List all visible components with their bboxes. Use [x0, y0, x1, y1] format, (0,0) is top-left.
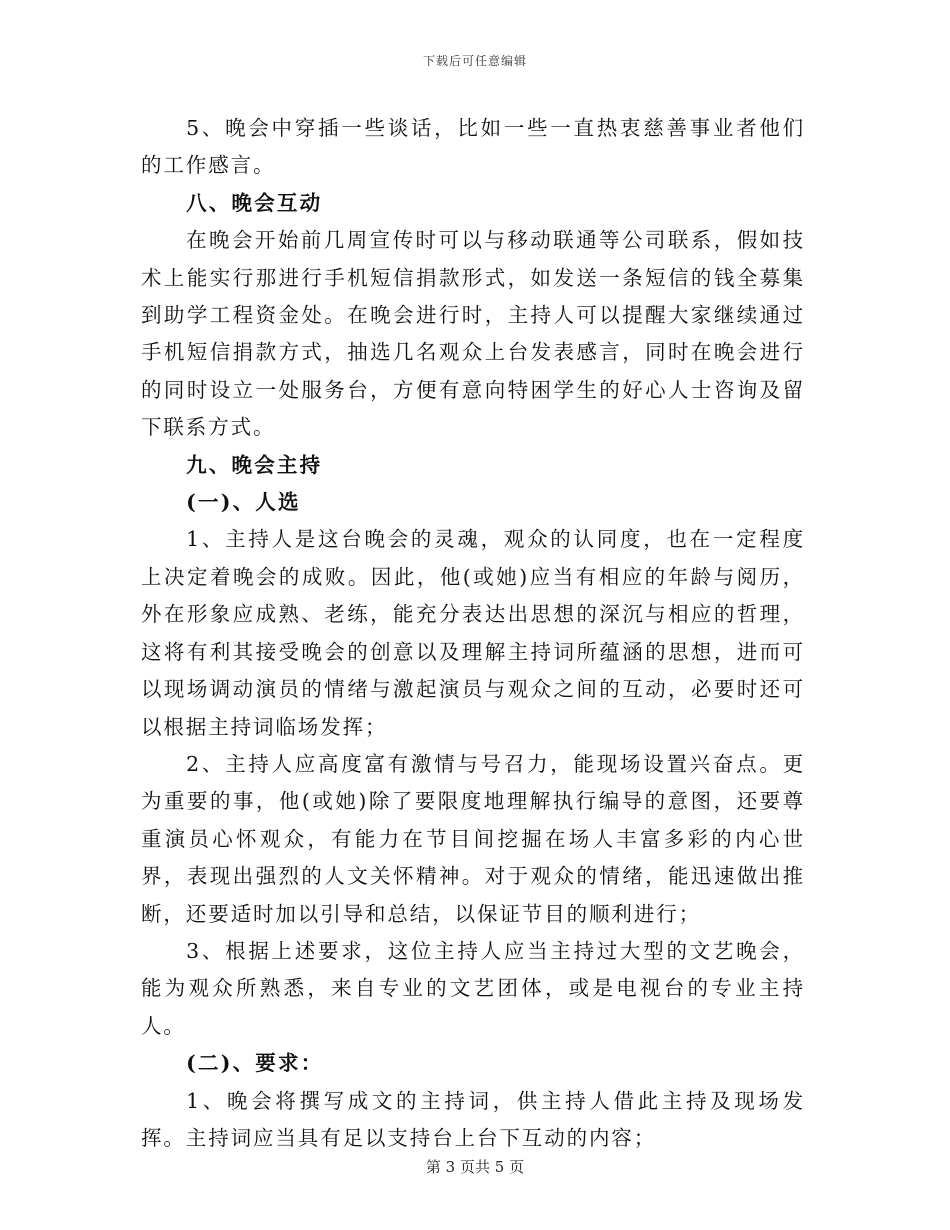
- body-paragraph: 5、晚会中穿插一些谈话，比如一些一直热衷慈善事业者他们的工作感言。: [141, 116, 805, 178]
- section-heading: 九、晚会主持: [186, 452, 323, 477]
- body-paragraph: 在晚会开始前几周宣传时可以与移动联通等公司联系，假如技术上能实行那进行手机短信捐款形式，如发送一条短信的钱全募集到助学工程资金处。在晚会进行时，主持人可以提醒大家继续通过手机短信捐款方式，抽选几名观众上台发表感言，同时在晚会进行的同时设立一处服务台，方便有意向特困学生的好心人士咨询及留下联系方式。: [141, 228, 805, 440]
- body-paragraph: 1、主持人是这台晚会的灵魂，观众的认同度，也在一定程度上决定着晚会的成败。因此，他(或她)应当有相应的年龄与阅历，外在形象应成熟、老练，能充分表达出思想的深沉与相应的哲理，这将有利其接受晚会的创意以及理解主持词所蕴涵的思想，进而可以现场调动演员的情绪与激起演员与观众之间的互动，必要时还可以根据主持词临场发挥；: [141, 527, 805, 739]
- page-footer: 第 3 页共 5 页: [425, 1158, 525, 1176]
- page-header: 下载后可任意编辑: [422, 54, 527, 68]
- section-heading: 八、晚会互动: [186, 190, 323, 215]
- body-paragraph: 3、根据上述要求，这位主持人应当主持过大型的文艺晚会，能为观众所熟悉，来自专业的文艺团体，或是电视台的专业主持人。: [141, 938, 805, 1038]
- subsection-heading: (二)、要求：: [186, 1051, 324, 1076]
- subsection-heading: (一)、人选: [186, 490, 301, 515]
- body-paragraph: 1、晚会将撰写成文的主持词，供主持人借此主持及现场发挥。主持词应当具有足以支持台上台下互动的内容；: [141, 1088, 805, 1150]
- body-paragraph: 2、主持人应高度富有激情与号召力，能现场设置兴奋点。更为重要的事，他(或她)除了要限度地理解执行编导的意图，还要尊重演员心怀观众，有能力在节目间挖掘在场人丰富多彩的内心世界，表现出强烈的人文关怀精神。对于观众的情绪，能迅速做出推断，还要适时加以引导和总结，以保证节目的顺利进行；: [141, 751, 805, 926]
- document-body: [141, 110, 805, 1157]
